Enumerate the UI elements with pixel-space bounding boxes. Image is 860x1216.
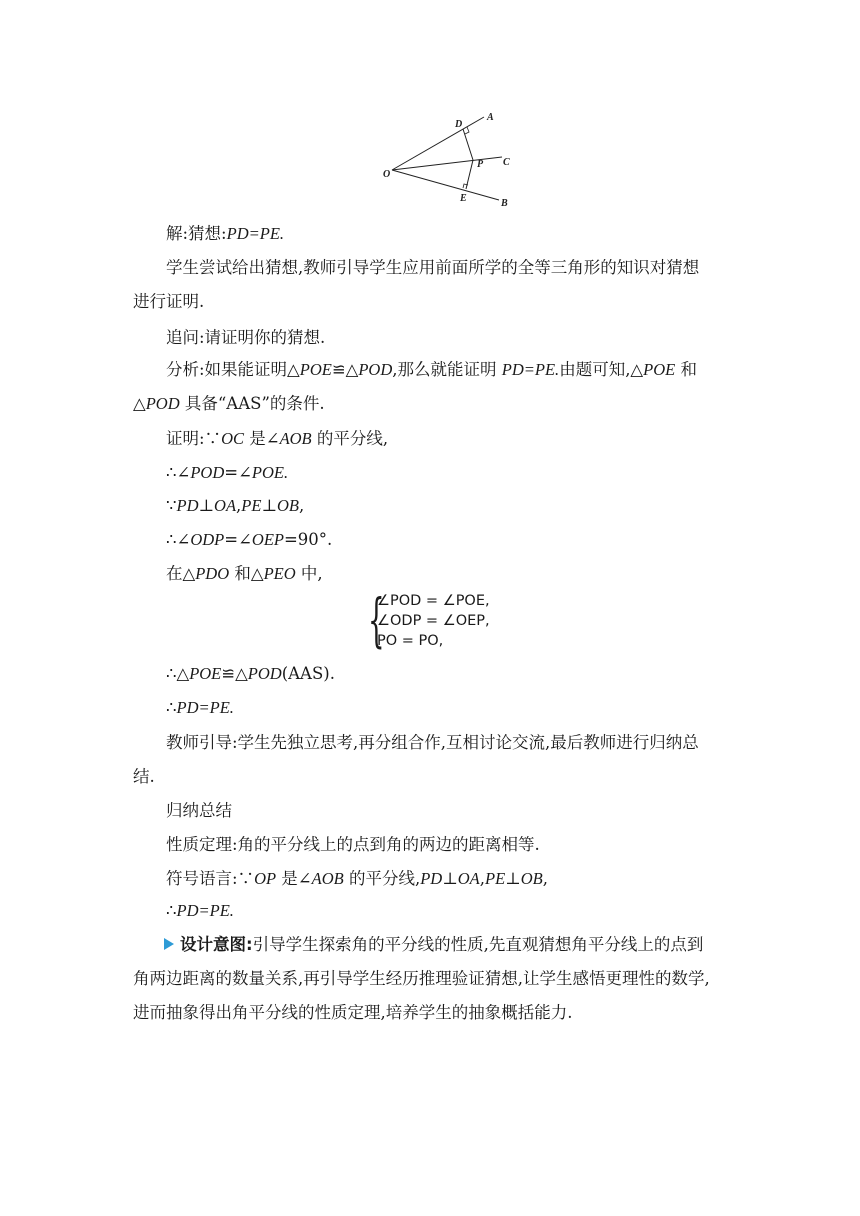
equation-system [368,586,528,654]
ray-oa [392,117,484,170]
angle-bisector-figure [378,106,518,210]
geometry-diagram [378,106,518,210]
paragraph-line: 追问:请证明你的猜想. [166,328,326,347]
label-b: B [501,198,508,209]
symbolic-line: 符号语言:∵OP 是∠AOB 的平分线,PD⊥OA,PE⊥OB, [166,869,548,888]
paragraph-line: 进行证明. [133,292,205,311]
label-p: P [477,159,484,170]
design-intent-cont: 角两边距离的数量关系,再引导学生经历推理验证猜想,让学生感悟更理性的数学, [133,969,710,988]
ray-oc [392,157,502,170]
design-intent-label: 设计意图: [180,935,253,954]
proof-line: 证明:∵OC 是∠AOB 的平分线, [166,429,389,448]
ray-ob [392,170,499,200]
system-brace: { [368,586,385,654]
analysis-line-cont: △POD 具备“AAS”的条件. [133,394,325,413]
system-row: ∠ODP = ∠OEP, [377,613,490,629]
triangle-marker-icon [164,938,174,950]
proof-line: ∴△POE≌△POD(AAS). [166,664,335,683]
label-e: E [460,193,467,204]
proof-line: ∴∠POD=∠POE. [166,463,289,482]
paragraph-line: 教师引导:学生先独立思考,再分组合作,互相讨论交流,最后教师进行归纳总 [166,733,699,752]
theorem-line: 性质定理:角的平分线上的点到角的两边的距离相等. [166,835,540,854]
paragraph-line: 结. [133,767,155,786]
conjecture-line: 解:猜想:PD=PE. [166,224,285,243]
label-o: O [383,169,391,180]
proof-line: ∵PD⊥OA,PE⊥OB, [166,496,305,515]
right-angle-e [463,184,468,188]
segment-pd [463,129,473,160]
label-a: A [487,112,494,123]
label-c: C [503,157,510,168]
analysis-line: 分析:如果能证明△POE≌△POD,那么就能证明 PD=PE.由题可知,△POE 和 [166,360,697,379]
paragraph-line: 学生尝试给出猜想,教师引导学生应用前面所学的全等三角形的知识对猜想 [166,258,700,277]
symbolic-conclusion: ∴PD=PE. [166,901,234,920]
design-intent-line: 设计意图:引导学生探索角的平分线的性质,先直观猜想角平分线上的点到 [164,933,764,957]
proof-line: ∴∠ODP=∠OEP=90°. [166,530,333,549]
proof-conclusion: ∴PD=PE. [166,698,234,717]
section-heading: 归纳总结 [166,801,232,820]
proof-line: 在△PDO 和△PEO 中, [166,564,323,583]
design-intent-cont: 进而抽象得出角平分线的性质定理,培养学生的抽象概括能力. [133,1003,573,1022]
system-row: ∠POD = ∠POE, [377,593,490,609]
system-row: PO = PO, [377,633,444,649]
label-d: D [455,119,463,130]
